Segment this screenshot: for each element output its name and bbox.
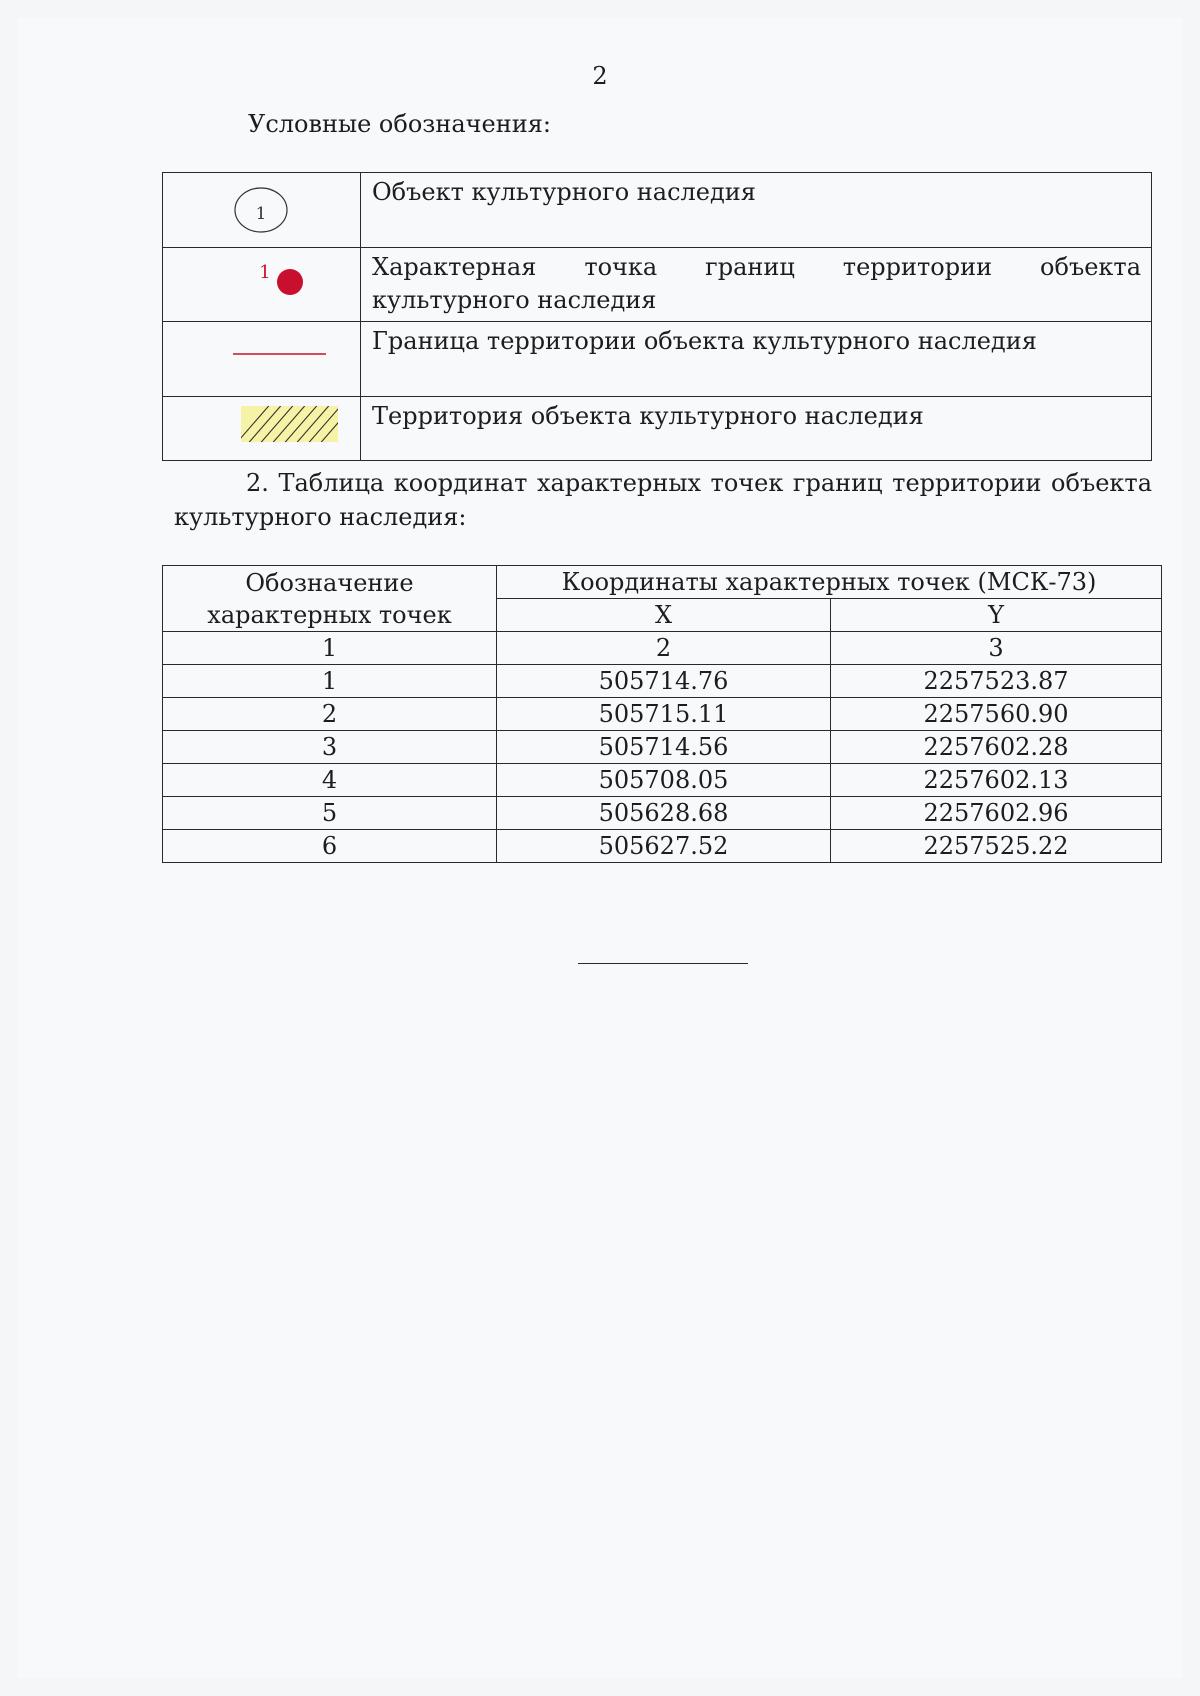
point-id: 4 [163,764,497,797]
end-divider [578,963,748,964]
coordinates-table [162,565,1162,863]
legend-row [163,397,1152,461]
coord-x: 505715.11 [497,698,831,731]
legend-symbol-cell [163,248,361,322]
point-id: 6 [163,830,497,863]
legend-symbol-cell [163,322,361,397]
table-row [163,731,1162,764]
header-points: Обозначение характерных точек [163,566,497,632]
coord-x: 505714.56 [497,731,831,764]
coord-x: 505627.52 [497,830,831,863]
coord-y: 2257602.96 [831,797,1162,830]
red-line-icon [163,322,360,389]
table-row [163,665,1162,698]
legend-symbol-cell [163,397,361,461]
circle-marker-label: 1 [255,204,267,224]
coord-x: 505628.68 [497,797,831,830]
coord-y: 2257602.13 [831,764,1162,797]
legend-symbol-cell [163,173,361,248]
coord-y: 2257523.87 [831,665,1162,698]
circle-marker-icon [163,173,360,240]
red-point-label: 1 [259,262,271,283]
coord-x: 505714.76 [497,665,831,698]
header-y: Y [831,599,1162,632]
point-id: 3 [163,731,497,764]
red-point-icon [163,248,360,314]
numbering-cell: 2 [497,632,831,665]
coord-x: 505708.05 [497,764,831,797]
legend-row [163,173,1152,248]
legend-row [163,248,1152,322]
coord-y: 2257602.28 [831,731,1162,764]
legend-table [162,172,1152,461]
numbering-cell: 3 [831,632,1162,665]
section-heading: 2. Таблица координат характерных точек границ территории объекта культурного наследия: [174,469,1152,531]
page-number: 2 [592,62,608,90]
legend-title: Условные обозначения: [248,110,551,138]
legend-row [163,322,1152,397]
table-row [163,830,1162,863]
legend-text: Объект культурного наследия [361,173,1152,248]
coord-y: 2257560.90 [831,698,1162,731]
hatched-area-icon [163,397,360,453]
table-row [163,797,1162,830]
header-coords: Координаты характерных точек (МСК-73) [497,566,1162,599]
numbering-cell: 1 [163,632,497,665]
table-header-row [163,566,1162,599]
point-id: 5 [163,797,497,830]
legend-text: Граница территории объекта культурного наследия [361,322,1152,397]
table-numbering-row [163,632,1162,665]
point-id: 2 [163,698,497,731]
coord-y: 2257525.22 [831,830,1162,863]
table-row [163,698,1162,731]
header-x: X [497,599,831,632]
table-row [163,764,1162,797]
legend-text: Территория объекта культурного наследия [361,397,1152,461]
point-id: 1 [163,665,497,698]
legend-text: Характерная точка границ территории объекта культурного наследия [361,248,1152,322]
